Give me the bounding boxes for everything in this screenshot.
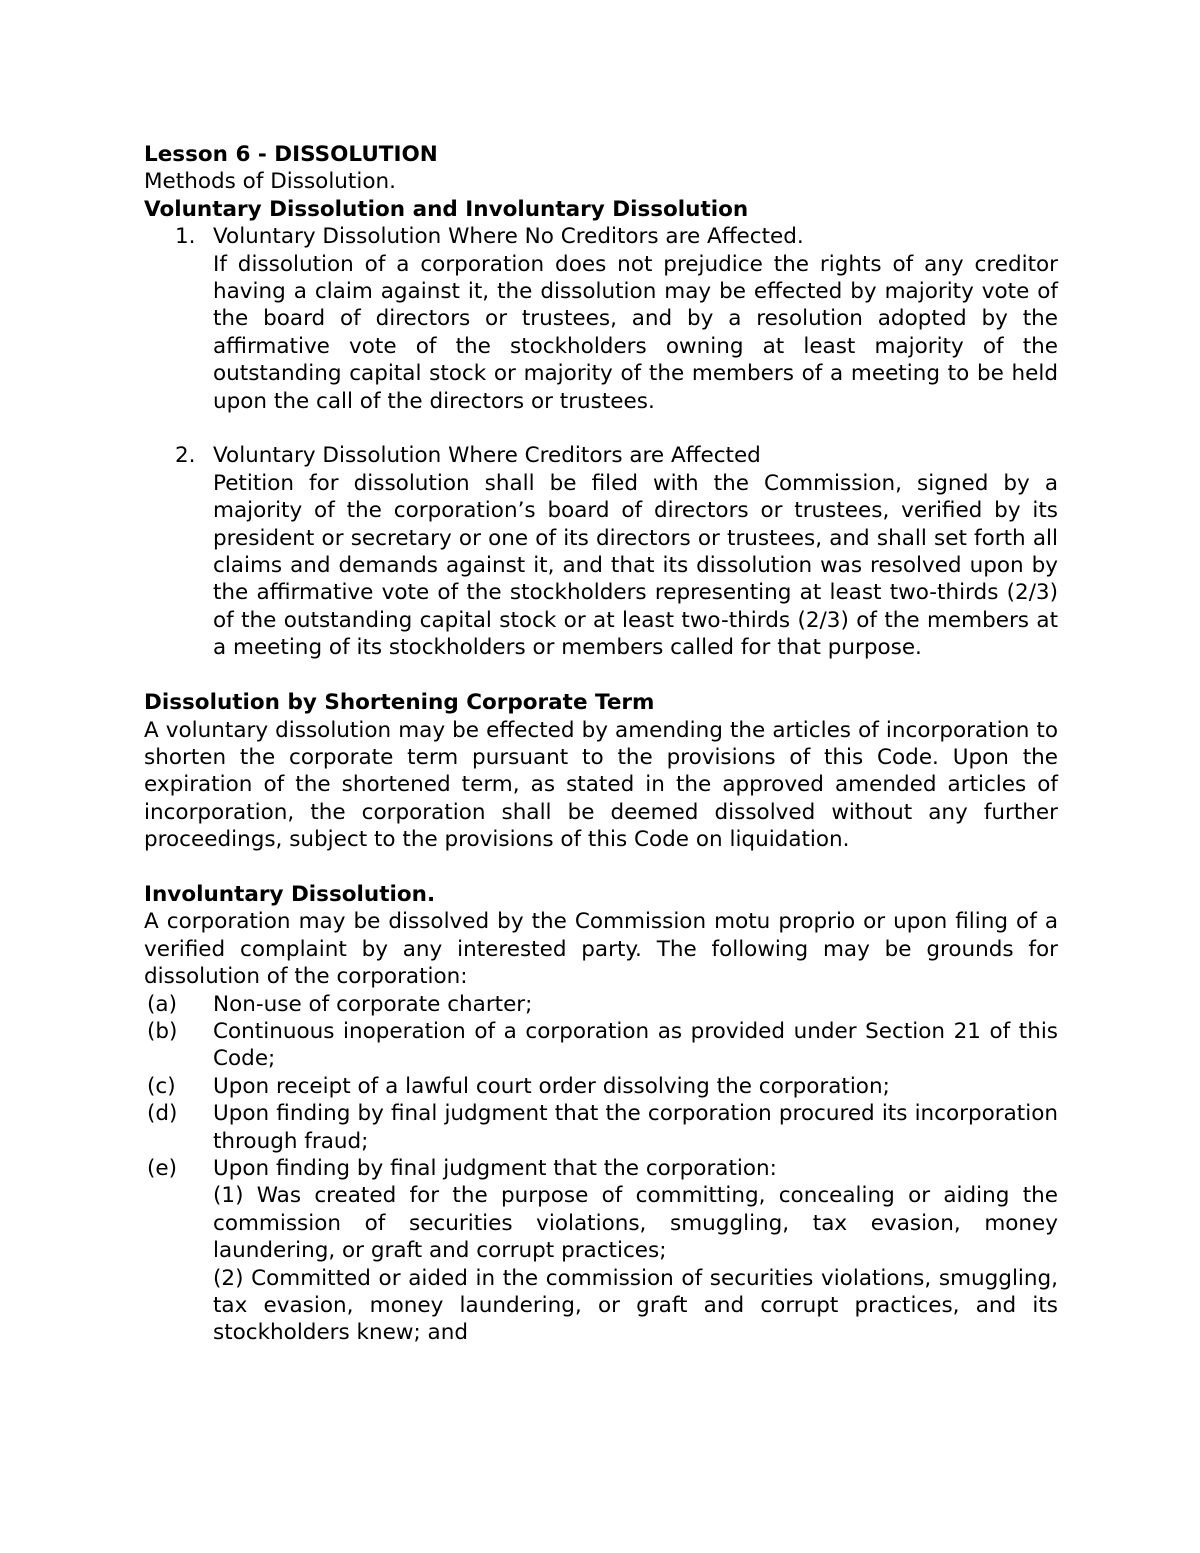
ground-label: (e) — [147, 1155, 178, 1181]
shortening-heading: Dissolution by Shortening Corporate Term — [144, 690, 655, 716]
ground-item — [144, 1155, 1058, 1182]
item-title: Voluntary Dissolution Where Creditors are Affected — [213, 443, 761, 469]
ground-item — [144, 1100, 1058, 1155]
ground-item — [144, 1073, 1058, 1100]
ground-label: (d) — [147, 1101, 178, 1127]
ground-text: Non-use of corporate charter; — [213, 991, 533, 1017]
involuntary-intro: A corporation may be dissolved by the Commission motu proprio or upon filing of a verified complaint by any interested party. The following may be grounds for dissolution of the corporation: — [144, 909, 1058, 990]
ground-text: Continuous inoperation of a corporation as provided under Section 21 of this Code; — [213, 1018, 1058, 1072]
ground-label: (c) — [147, 1073, 176, 1099]
item-body: If dissolution of a corporation does not prejudice the rights of any creditor having a claim against it, the dissolution may be effected by majority vote of the board of directors or trustees, and by a resolution adopted by the affirmative vote of the stockholders owning at least majority of the outstanding capital stock or majority of the members of a meeting to be held upon the call of the directors or trustees. — [213, 251, 1058, 414]
voluntary-item-1 — [144, 223, 1058, 415]
voluntary-item-2 — [144, 442, 1058, 661]
ground-text: Upon finding by final judgment that the corporation procured its incorporation through fraud; — [213, 1101, 1058, 1154]
voluntary-heading: Voluntary Dissolution and Involuntary Dissolution — [144, 196, 749, 222]
item-number: 2. — [175, 443, 196, 469]
ground-item — [144, 1018, 1058, 1073]
item-title: Voluntary Dissolution Where No Creditors are Affected. — [213, 224, 804, 250]
item-number: 1. — [175, 224, 196, 250]
sub-ground-item — [144, 1182, 1058, 1264]
ground-item — [144, 991, 1058, 1018]
methods-label: Methods of Dissolution. — [144, 169, 396, 195]
sub-ground-text: (2) Committed or aided in the commission of securities violations, smuggling, tax evasion, money laundering, or graft and corrupt practices, and its stockholders knew; and — [213, 1265, 1058, 1346]
sub-ground-text: (1) Was created for the purpose of committing, concealing or aiding the commission of securities violations, smuggling, tax evasion, money laundering, or graft and corrupt practices; — [213, 1183, 1058, 1264]
involuntary-heading: Involuntary Dissolution. — [144, 881, 436, 907]
ground-text: Upon receipt of a lawful court order dissolving the corporation; — [213, 1073, 890, 1099]
sub-ground-item — [144, 1265, 1058, 1347]
ground-label: (a) — [147, 991, 177, 1017]
ground-label: (b) — [147, 1018, 178, 1044]
ground-text: Upon finding by final judgment that the corporation: — [213, 1155, 777, 1181]
lesson-title: Lesson 6 - DISSOLUTION — [144, 142, 438, 167]
item-body: Petition for dissolution shall be filed with the Commission, signed by a majority of the corporation’s board of directors or trustees, verified by its president or secretary or one of its directors or trustees, and shall set forth all claims and demands against it, and that its dissolution was resolved upon by the affirmative vote of the stockholders representing at least two-thirds (2/3) of the outstanding capital stock or at least two-thirds (2/3) of the members at a meeting of its stockholders or members called for that purpose. — [213, 470, 1058, 661]
shortening-body: A voluntary dissolution may be effected by amending the articles of incorporation to shorten the corporate term pursuant to the provisions of this Code. Upon the expiration of the shortened term, as stated in the approved amended articles of incorporation, the corporation shall be deemed dissolved without any further proceedings, subject to the provisions of this Code on liquidation. — [144, 717, 1058, 853]
document-page — [144, 141, 1058, 1347]
